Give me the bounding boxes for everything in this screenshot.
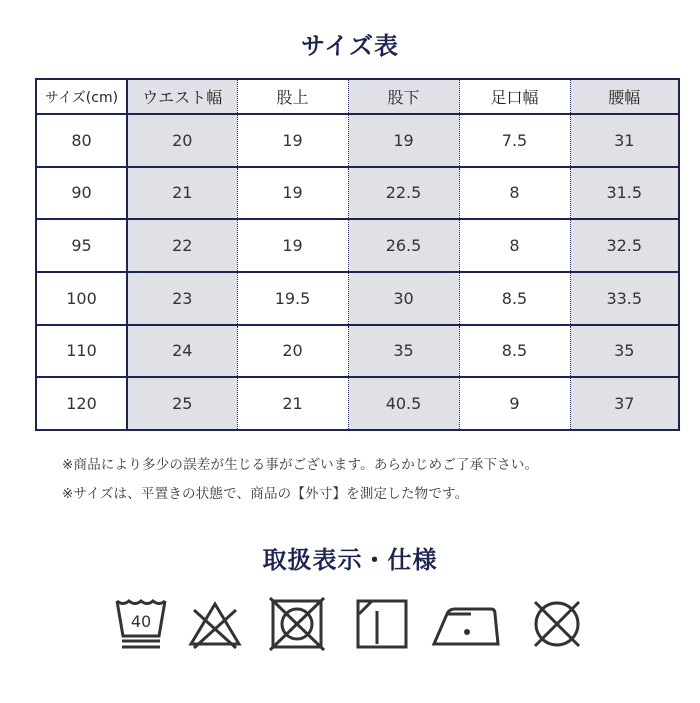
wash-40-icon <box>113 596 169 652</box>
cell-leg-opening: 8.5 <box>459 325 570 378</box>
header-rise: 股上 <box>237 79 348 114</box>
cell-inseam: 22.5 <box>348 167 459 220</box>
wash-temp-label: 40 <box>130 612 152 631</box>
cell-rise: 19 <box>237 167 348 220</box>
cell-hip: 33.5 <box>570 272 679 325</box>
cell-waist: 24 <box>127 325 237 378</box>
header-waist: ウエスト幅 <box>127 79 237 114</box>
size-table-title: サイズ表 <box>300 32 400 60</box>
cell-rise: 19 <box>237 114 348 167</box>
iron-low-icon <box>431 596 507 652</box>
table-header-row <box>36 79 679 114</box>
cell-waist: 22 <box>127 219 237 272</box>
cell-rise: 20 <box>237 325 348 378</box>
table-row <box>36 377 679 430</box>
cell-size: 95 <box>36 219 127 272</box>
header-hip: 腰幅 <box>570 79 679 114</box>
header-leg-opening: 足口幅 <box>459 79 570 114</box>
header-size: サイズ(cm) <box>36 79 127 114</box>
size-table <box>35 78 680 431</box>
care-title: 取扱表示・仕様 <box>262 546 438 574</box>
cell-rise: 19 <box>237 219 348 272</box>
cell-size: 80 <box>36 114 127 167</box>
cell-size: 90 <box>36 167 127 220</box>
cell-waist: 23 <box>127 272 237 325</box>
cell-rise: 19.5 <box>237 272 348 325</box>
no-bleach-icon <box>186 596 244 652</box>
cell-size: 120 <box>36 377 127 430</box>
cell-leg-opening: 9 <box>459 377 570 430</box>
table-row <box>36 114 679 167</box>
cell-leg-opening: 7.5 <box>459 114 570 167</box>
no-dry-clean-icon <box>527 596 587 652</box>
cell-waist: 25 <box>127 377 237 430</box>
note-tolerance: ※商品により多少の誤差が生じる事がございます。あらかじめご了承下さい。 <box>62 457 539 473</box>
table-row <box>36 272 679 325</box>
cell-leg-opening: 8 <box>459 167 570 220</box>
cell-inseam: 30 <box>348 272 459 325</box>
table-row <box>36 219 679 272</box>
no-tumble-dry-icon <box>268 596 326 652</box>
table-row <box>36 167 679 220</box>
cell-inseam: 40.5 <box>348 377 459 430</box>
drip-dry-shade-icon <box>355 596 409 652</box>
cell-leg-opening: 8 <box>459 219 570 272</box>
cell-inseam: 19 <box>348 114 459 167</box>
cell-size: 110 <box>36 325 127 378</box>
header-inseam: 股下 <box>348 79 459 114</box>
cell-inseam: 35 <box>348 325 459 378</box>
cell-hip: 31.5 <box>570 167 679 220</box>
cell-waist: 20 <box>127 114 237 167</box>
cell-hip: 32.5 <box>570 219 679 272</box>
cell-leg-opening: 8.5 <box>459 272 570 325</box>
cell-inseam: 26.5 <box>348 219 459 272</box>
cell-rise: 21 <box>237 377 348 430</box>
cell-hip: 31 <box>570 114 679 167</box>
cell-size: 100 <box>36 272 127 325</box>
cell-waist: 21 <box>127 167 237 220</box>
table-row <box>36 325 679 378</box>
cell-hip: 37 <box>570 377 679 430</box>
cell-hip: 35 <box>570 325 679 378</box>
care-icons <box>113 596 593 652</box>
note-measurement: ※サイズは、平置きの状態で、商品の【外寸】を測定した物です。 <box>62 486 469 502</box>
